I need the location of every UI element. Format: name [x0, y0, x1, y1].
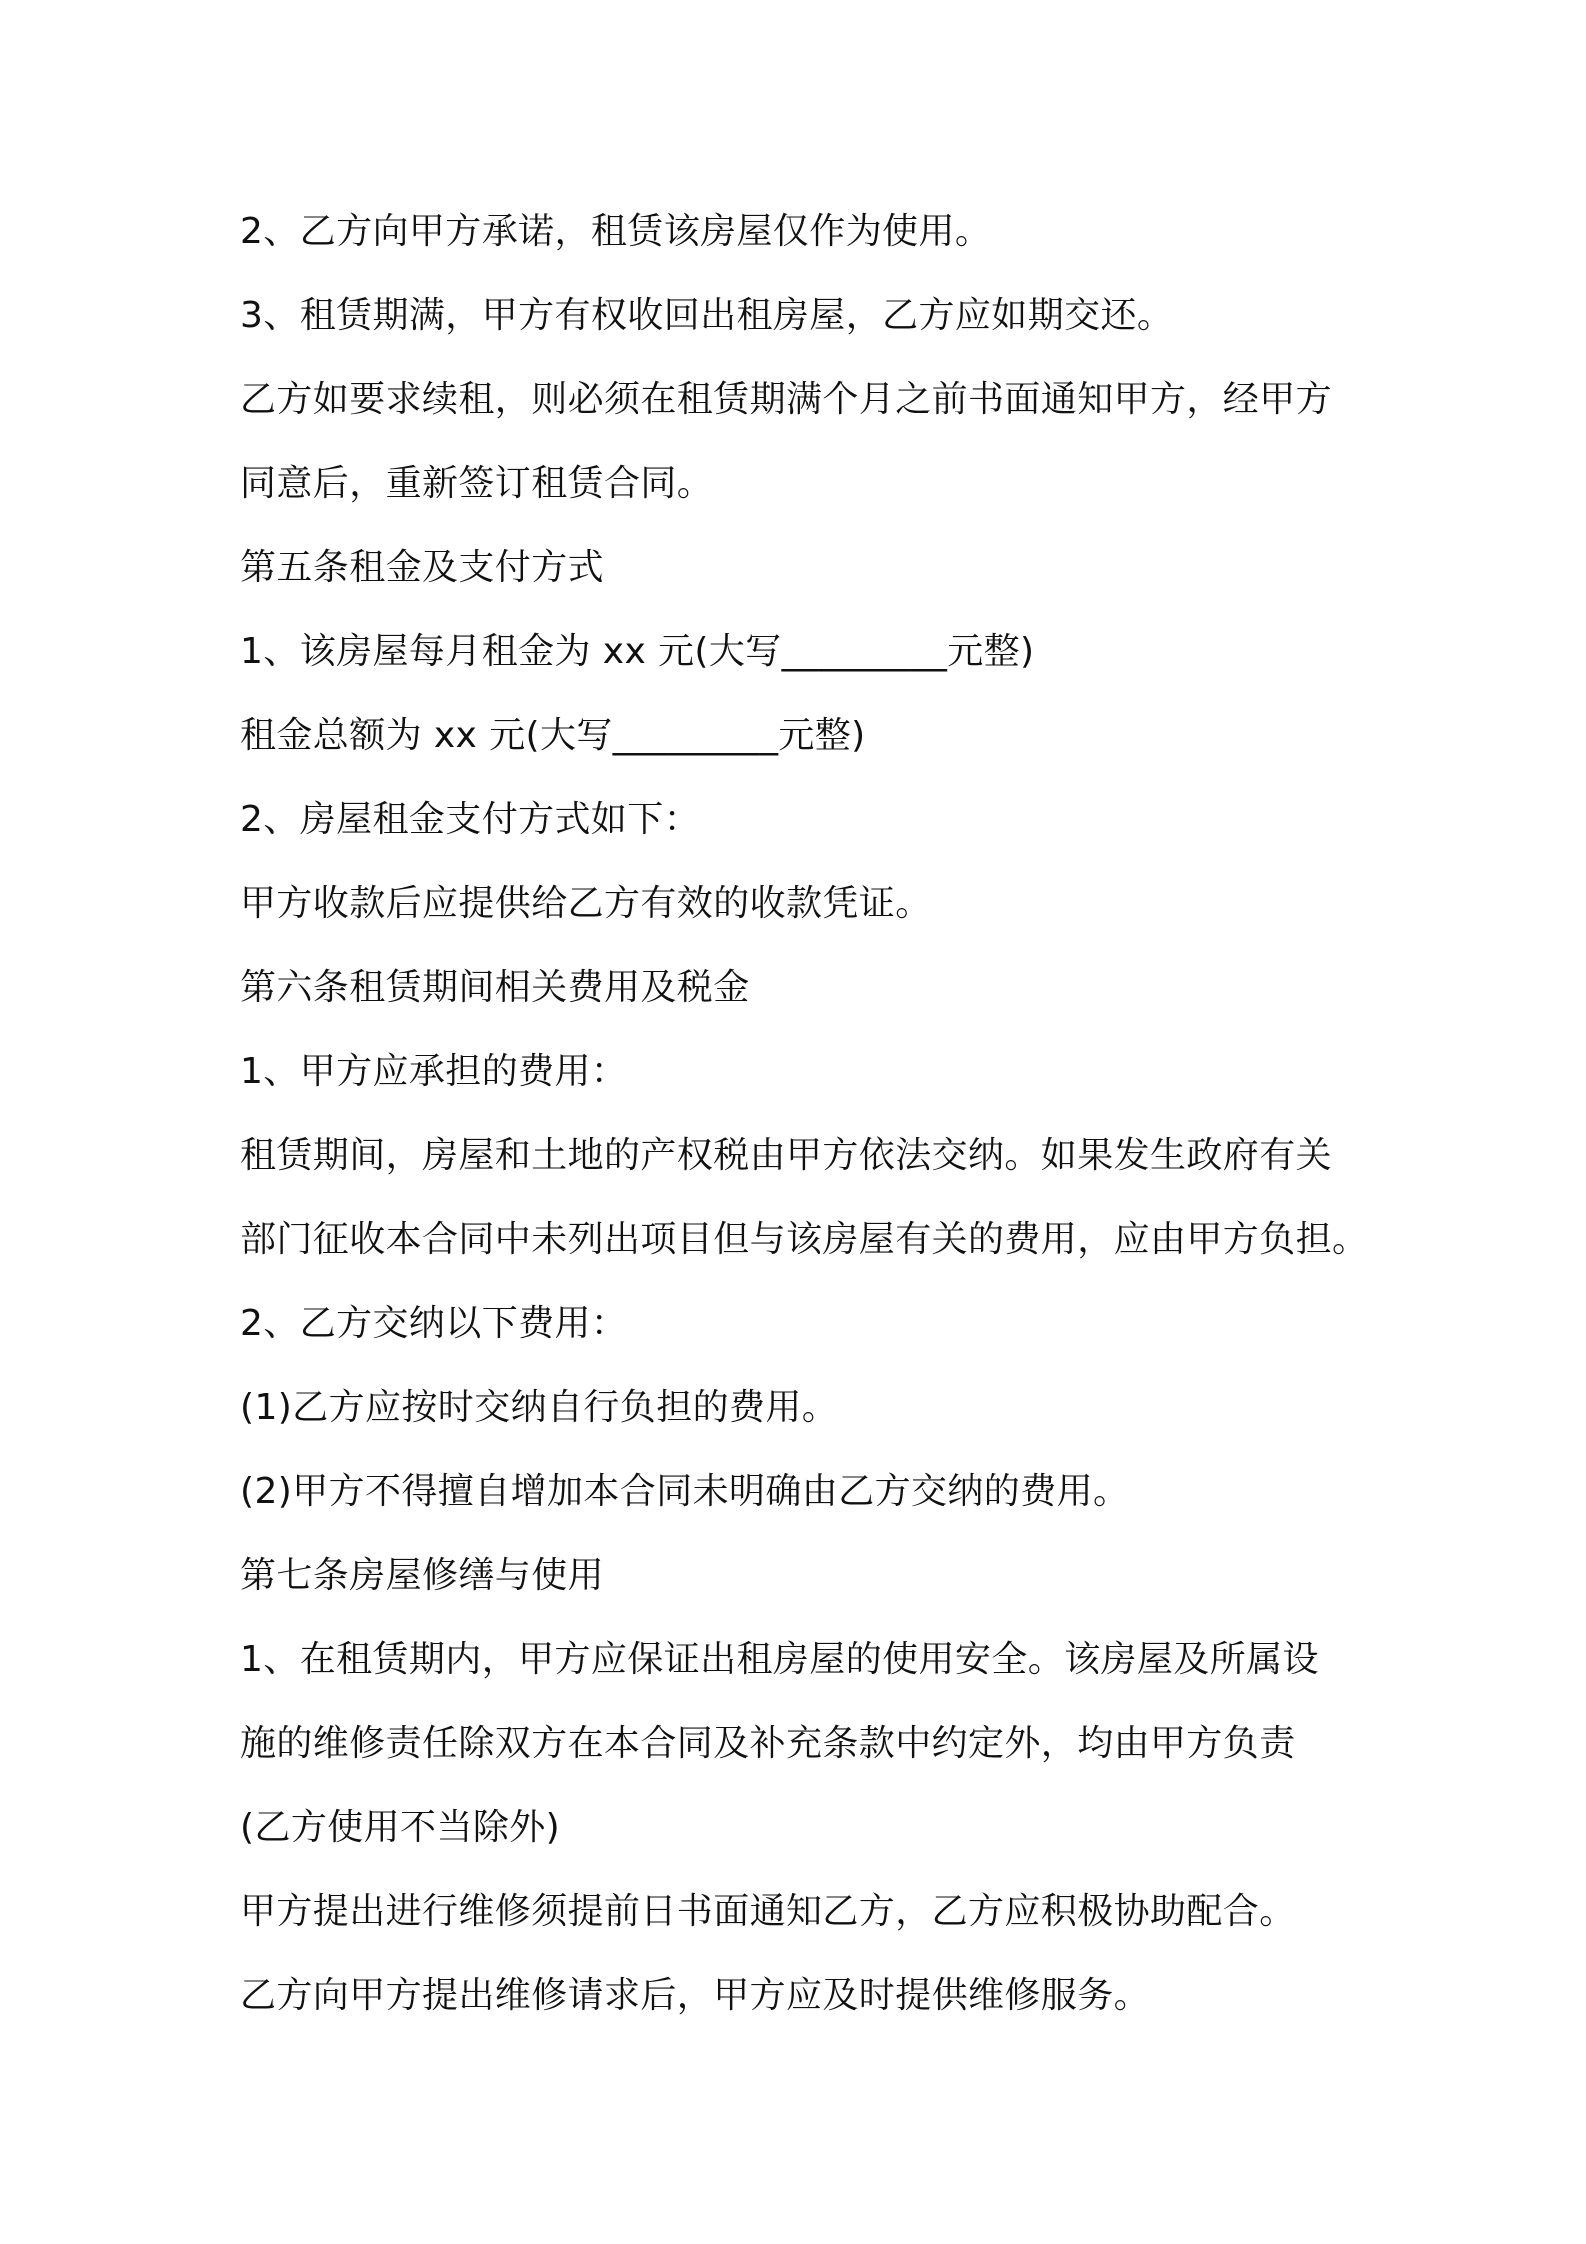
text-line: 3、租赁期满，甲方有权收回出租房屋，乙方应如期交还。	[240, 295, 1174, 336]
text-line: 乙方如要求续租，则必须在租赁期满个月之前书面通知甲方，经甲方	[240, 379, 1333, 420]
text-line: 租赁期间，房屋和土地的产权税由甲方依法交纳。如果发生政府有关	[240, 1135, 1333, 1176]
text-line: 租金总额为 xx 元(大写_________元整)	[240, 715, 866, 756]
section-heading: 第五条租金及支付方式	[240, 547, 605, 588]
text-line: (2)甲方不得擅自增加本合同未明确由乙方交纳的费用。	[240, 1471, 1130, 1512]
text-line: 2、乙方交纳以下费用：	[240, 1303, 628, 1344]
text-line: 1、在租赁期内，甲方应保证出租房屋的使用安全。该房屋及所属设	[240, 1639, 1319, 1680]
text-line: 1、该房屋每月租金为 xx 元(大写_________元整)	[240, 631, 1035, 672]
text-line: 甲方提出进行维修须提前日书面通知乙方，乙方应积极协助配合。	[240, 1891, 1296, 1932]
text-line: 同意后，重新签订租赁合同。	[240, 463, 714, 504]
text-line: 甲方收款后应提供给乙方有效的收款凭证。	[240, 883, 932, 924]
text-line: (1)乙方应按时交纳自行负担的费用。	[240, 1387, 839, 1428]
text-line: 2、房屋租金支付方式如下：	[240, 799, 701, 840]
text-line: (乙方使用不当除外)	[240, 1807, 561, 1848]
text-line: 施的维修责任除双方在本合同及补充条款中约定外，均由甲方负责	[240, 1723, 1296, 1764]
section-heading: 第七条房屋修缮与使用	[240, 1555, 605, 1596]
text-line: 乙方向甲方提出维修请求后，甲方应及时提供维修服务。	[240, 1975, 1151, 2016]
text-line: 2、乙方向甲方承诺，租赁该房屋仅作为使用。	[240, 211, 992, 252]
text-line: 1、甲方应承担的费用：	[240, 1051, 628, 1092]
document-body	[240, 200, 1390, 2048]
text-line: 部门征收本合同中未列出项目但与该房屋有关的费用，应由甲方负担。	[240, 1219, 1369, 1260]
section-heading: 第六条租赁期间相关费用及税金	[240, 967, 750, 1008]
